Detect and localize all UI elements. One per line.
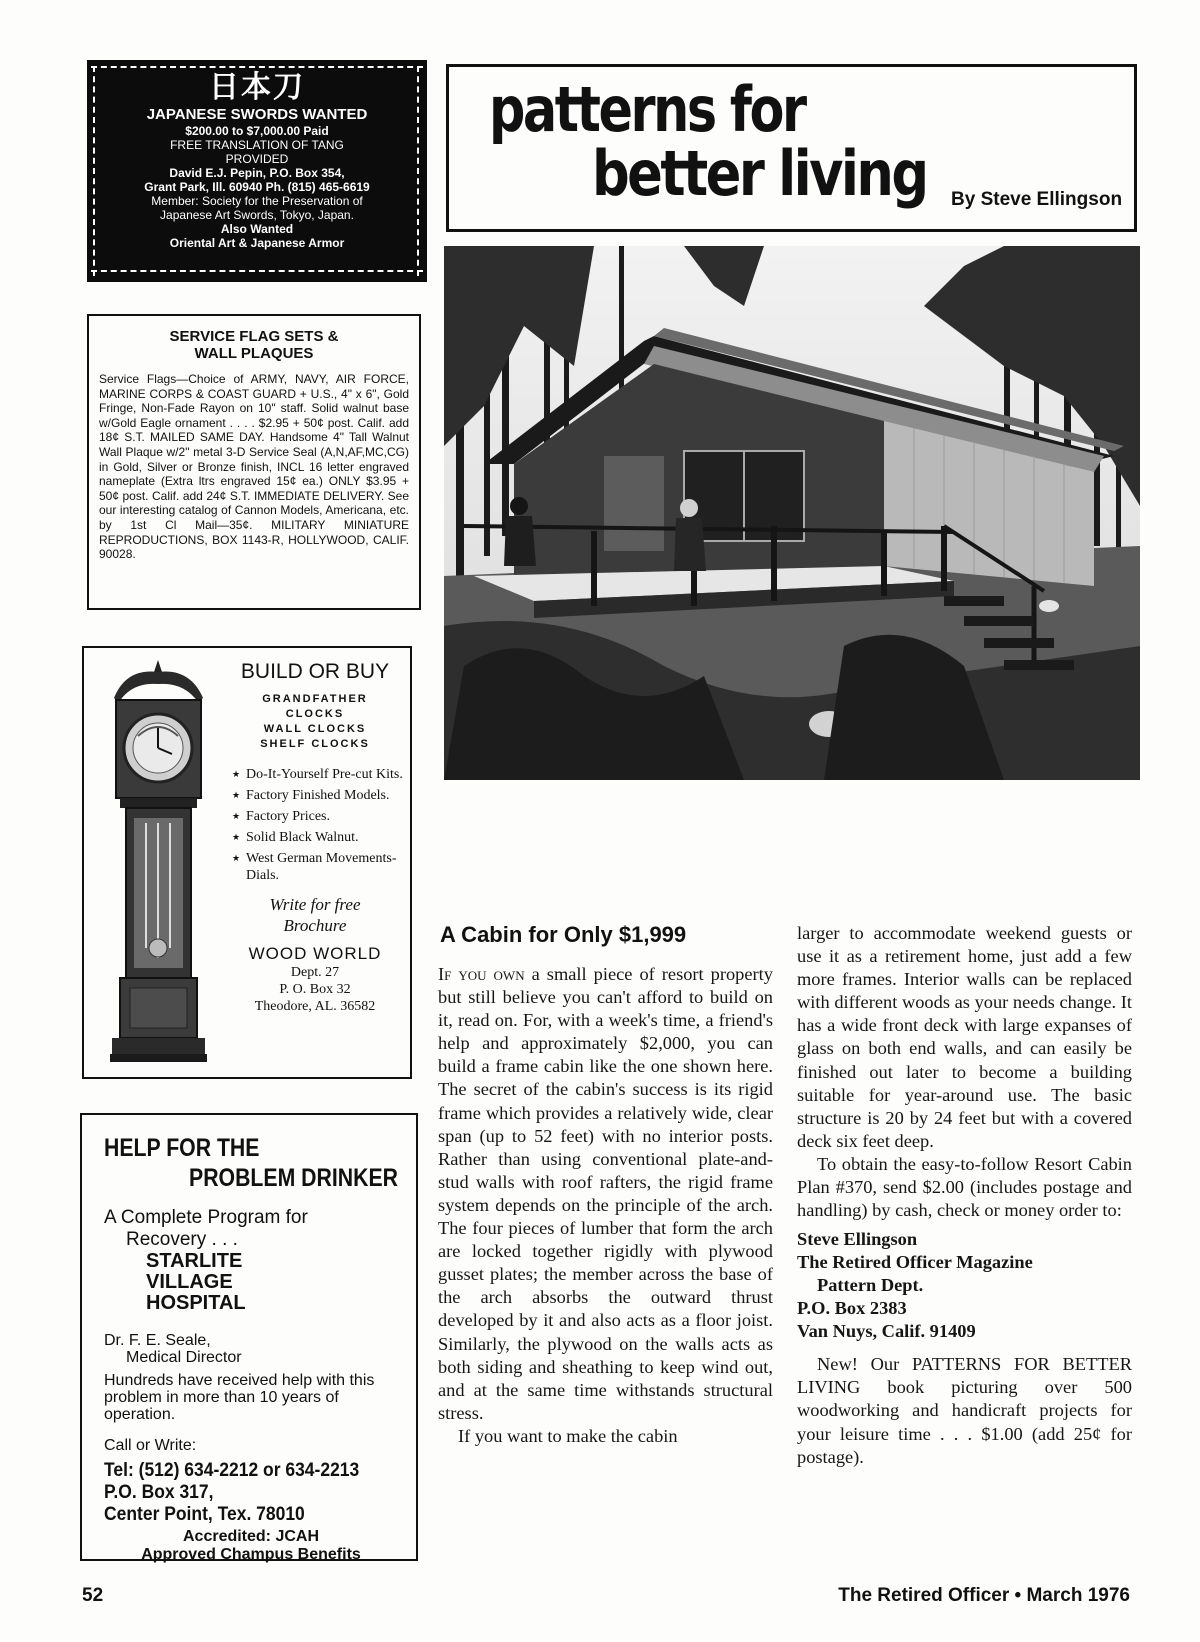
hospital-name-3: HOSPITAL xyxy=(146,1292,246,1314)
article-paragraph-3: To obtain the easy-to-follow Resort Cabin Plan #370, send $2.00 (includes postage and handling) by cash, check or money order to: xyxy=(797,1153,1132,1221)
ad-drinker-call: Call or Write: xyxy=(104,1437,197,1454)
column-title-line-2: better living xyxy=(592,137,927,210)
feature-item: ★ Solid Black Walnut. xyxy=(232,829,406,846)
grandfather-clock-illustration xyxy=(106,658,211,1063)
ad-drinker-head-2: PROBLEM DRINKER xyxy=(189,1164,398,1192)
publication-footer: The Retired Officer • March 1976 xyxy=(838,1585,1130,1606)
ad-swords-title: JAPANESE SWORDS WANTED xyxy=(146,106,368,123)
ad-flags-body: Service Flags—Choice of ARMY, NAVY, AIR FORCE, MARINE CORPS & COAST GUARD + U.S., 4" x 6", Gold Fringe, Non-Fade Rayon on 10" staff. Solid walnut base w/Gold Eagle ornament . . . . $2.95 + 50¢ post. Calif. add 18¢ S.T. MAILED SAME DAY. Handsome 4" Tall Walnut Wall Plaque w/2" metal 3-D Service Seal (A,N,AF,MC,CG) in Gold, Silver or Bronze finish, INCL 16 letter engraved nameplate (Extra ltrs engraved 15¢ ea.) ONLY $3.95 + 50¢ post. Calif. add 24¢ S.T. IMMEDIATE DELIVERY. See our interesting catalog of Cannon Models, Americana, etc. by 1st Cl Mail—35¢. MILITARY MINIATURE REPRODUCTIONS, BOX 1143-R, HOLLYWOOD, CALIF. 90028. xyxy=(99,372,409,562)
ad-drinker-head-1: HELP FOR THE xyxy=(104,1134,260,1162)
address-name: Steve Ellingson xyxy=(797,1229,918,1250)
article-column-1 xyxy=(438,963,773,1448)
ad-swords-contact-2: Grant Park, Ill. 60940 Ph. (815) 465-6619 xyxy=(144,180,370,194)
article-column-2 xyxy=(797,922,1132,1469)
ad-drinker-accredited: Accredited: JCAH xyxy=(182,1528,320,1545)
clock-addr-2: P. O. Box 32 xyxy=(279,982,351,997)
ad-flags-title-1: SERVICE FLAG SETS & xyxy=(169,328,339,345)
lead-in: If you own xyxy=(438,964,525,984)
ad-drinker-champus: Approved Champus Benefits xyxy=(141,1546,361,1563)
write-for-brochure-1: Write for free xyxy=(269,895,361,914)
ad-drinker-tel: Tel: (512) 634-2212 or 634-2213 xyxy=(104,1460,360,1481)
address-dept: Pattern Dept. xyxy=(817,1275,924,1296)
article-paragraph-2-start: If you want to make the cabin xyxy=(458,1425,678,1446)
cabin-photo xyxy=(444,246,1140,780)
article-title: A Cabin for Only $1,999 xyxy=(440,922,687,947)
article-paragraph-2-continued: larger to accommodate weekend guests or use it as a retirement home, just add a few more frames. Interior walls can be replaced with different woods as your needs change. It has a wide front deck with large expanses of glass on both end walls, and can easily be finished out later to become a building suitable for year-around use. The basic structure is 20 by 24 feet but with a covered deck six feet deep. xyxy=(797,923,1132,1151)
address-magazine: The Retired Officer Magazine xyxy=(797,1252,1033,1273)
ad-swords-member-2: Japanese Art Swords, Tokyo, Japan. xyxy=(160,208,354,222)
feature-item: ★ Factory Prices. xyxy=(232,808,406,825)
clock-type-1: GRANDFATHER xyxy=(262,693,368,705)
ad-flags-title-2: WALL PLAQUES xyxy=(194,345,314,362)
ad-drinker-hundreds: Hundreds have received help with this problem in more than 10 years of operation. xyxy=(104,1372,375,1423)
page-number: 52 xyxy=(82,1585,104,1606)
clock-addr-3: Theodore, AL. 36582 xyxy=(254,999,376,1014)
order-address xyxy=(797,1228,1132,1343)
column-title-box xyxy=(446,64,1137,232)
clock-type-3: WALL CLOCKS xyxy=(263,723,367,735)
ad-swords-translation-1: FREE TRANSLATION OF TANG xyxy=(170,138,344,152)
ad-service-flags xyxy=(87,314,421,610)
address-box: P.O. Box 2383 xyxy=(797,1298,907,1319)
ad-drinker-box: P.O. Box 317, xyxy=(104,1482,214,1503)
kanji-heading: 日本刀 xyxy=(209,70,305,105)
feature-item: ★ Factory Finished Models. xyxy=(232,787,406,804)
clock-type-4: SHELF CLOCKS xyxy=(260,738,370,750)
article-paragraph-4: New! Our PATTERNS FOR BETTER LIVING book picturing over 500 woodworking and handicraft projects for your leisure time . . . $1.00 (add 25¢ for postage). xyxy=(797,1354,1132,1467)
article-paragraph-1 xyxy=(438,963,773,1425)
doctor-name: Dr. F. E. Seale, xyxy=(104,1332,211,1349)
address-city: Van Nuys, Calif. 91409 xyxy=(797,1321,976,1342)
ad-swords-also-1: Also Wanted xyxy=(220,222,294,236)
feature-item: ★ Do-It-Yourself Pre-cut Kits. xyxy=(232,766,406,783)
ad-problem-drinker xyxy=(80,1113,418,1561)
ad-wood-world-clocks xyxy=(82,646,412,1079)
ad-drinker-program-1: A Complete Program for xyxy=(104,1207,308,1228)
cabin-photo-illustration xyxy=(444,246,1140,780)
column-title-line-1: patterns for xyxy=(489,73,805,146)
ad-swords-member-1: Member: Society for the Preservation of xyxy=(151,194,363,208)
byline: By Steve Ellingson xyxy=(951,189,1123,210)
article-paragraph-1-text: a small piece of resort property but still believe you can't afford to build on it, read on. For, with a week's time, a friend's help and approximately $2,000, you can build a frame cabin like the one shown here. The secret of the cabin's success is its rigid frame which provides a relatively wide, clear span (up to 52 feet) with no interior posts. Rather than using conventional plate-and-stud walls with roof rafters, the rigid frame system depends on the principle of the arch. The four pieces of lumber that form the arch are locked together rigidly with plywood gusset plates; the member across the base of the arch absorbs the outward thrust developed by it and also acts as a floor joist. Similarly, the plywood on the walls acts as both siding and sheathing to keep wind out, and at the same time withstands structural stress. xyxy=(438,964,773,1423)
hospital-name-1: STARLITE xyxy=(146,1250,243,1272)
ad-japanese-swords xyxy=(87,60,427,282)
clock-type-2: CLOCKS xyxy=(285,708,345,720)
clock-features-list xyxy=(224,766,406,884)
feature-item: ★ West German Movements-Dials. xyxy=(232,850,406,884)
ad-swords-also-2: Oriental Art & Japanese Armor xyxy=(169,236,345,250)
ad-drinker-city: Center Point, Tex. 78010 xyxy=(104,1504,305,1525)
ad-drinker-program-2: Recovery . . . xyxy=(126,1229,238,1250)
write-for-brochure-2: Brochure xyxy=(283,916,347,935)
doctor-title: Medical Director xyxy=(126,1349,242,1366)
ad-swords-translation-2: PROVIDED xyxy=(225,152,289,166)
company-name: WOOD WORLD xyxy=(248,944,382,963)
ad-clocks-headline: BUILD OR BUY xyxy=(240,660,390,683)
hospital-name-2: VILLAGE xyxy=(146,1271,233,1293)
ad-swords-contact-1: David E.J. Pepin, P.O. Box 354, xyxy=(169,166,345,180)
ad-swords-price: $200.00 to $7,000.00 Paid xyxy=(185,124,329,138)
clock-addr-1: Dept. 27 xyxy=(290,965,340,980)
